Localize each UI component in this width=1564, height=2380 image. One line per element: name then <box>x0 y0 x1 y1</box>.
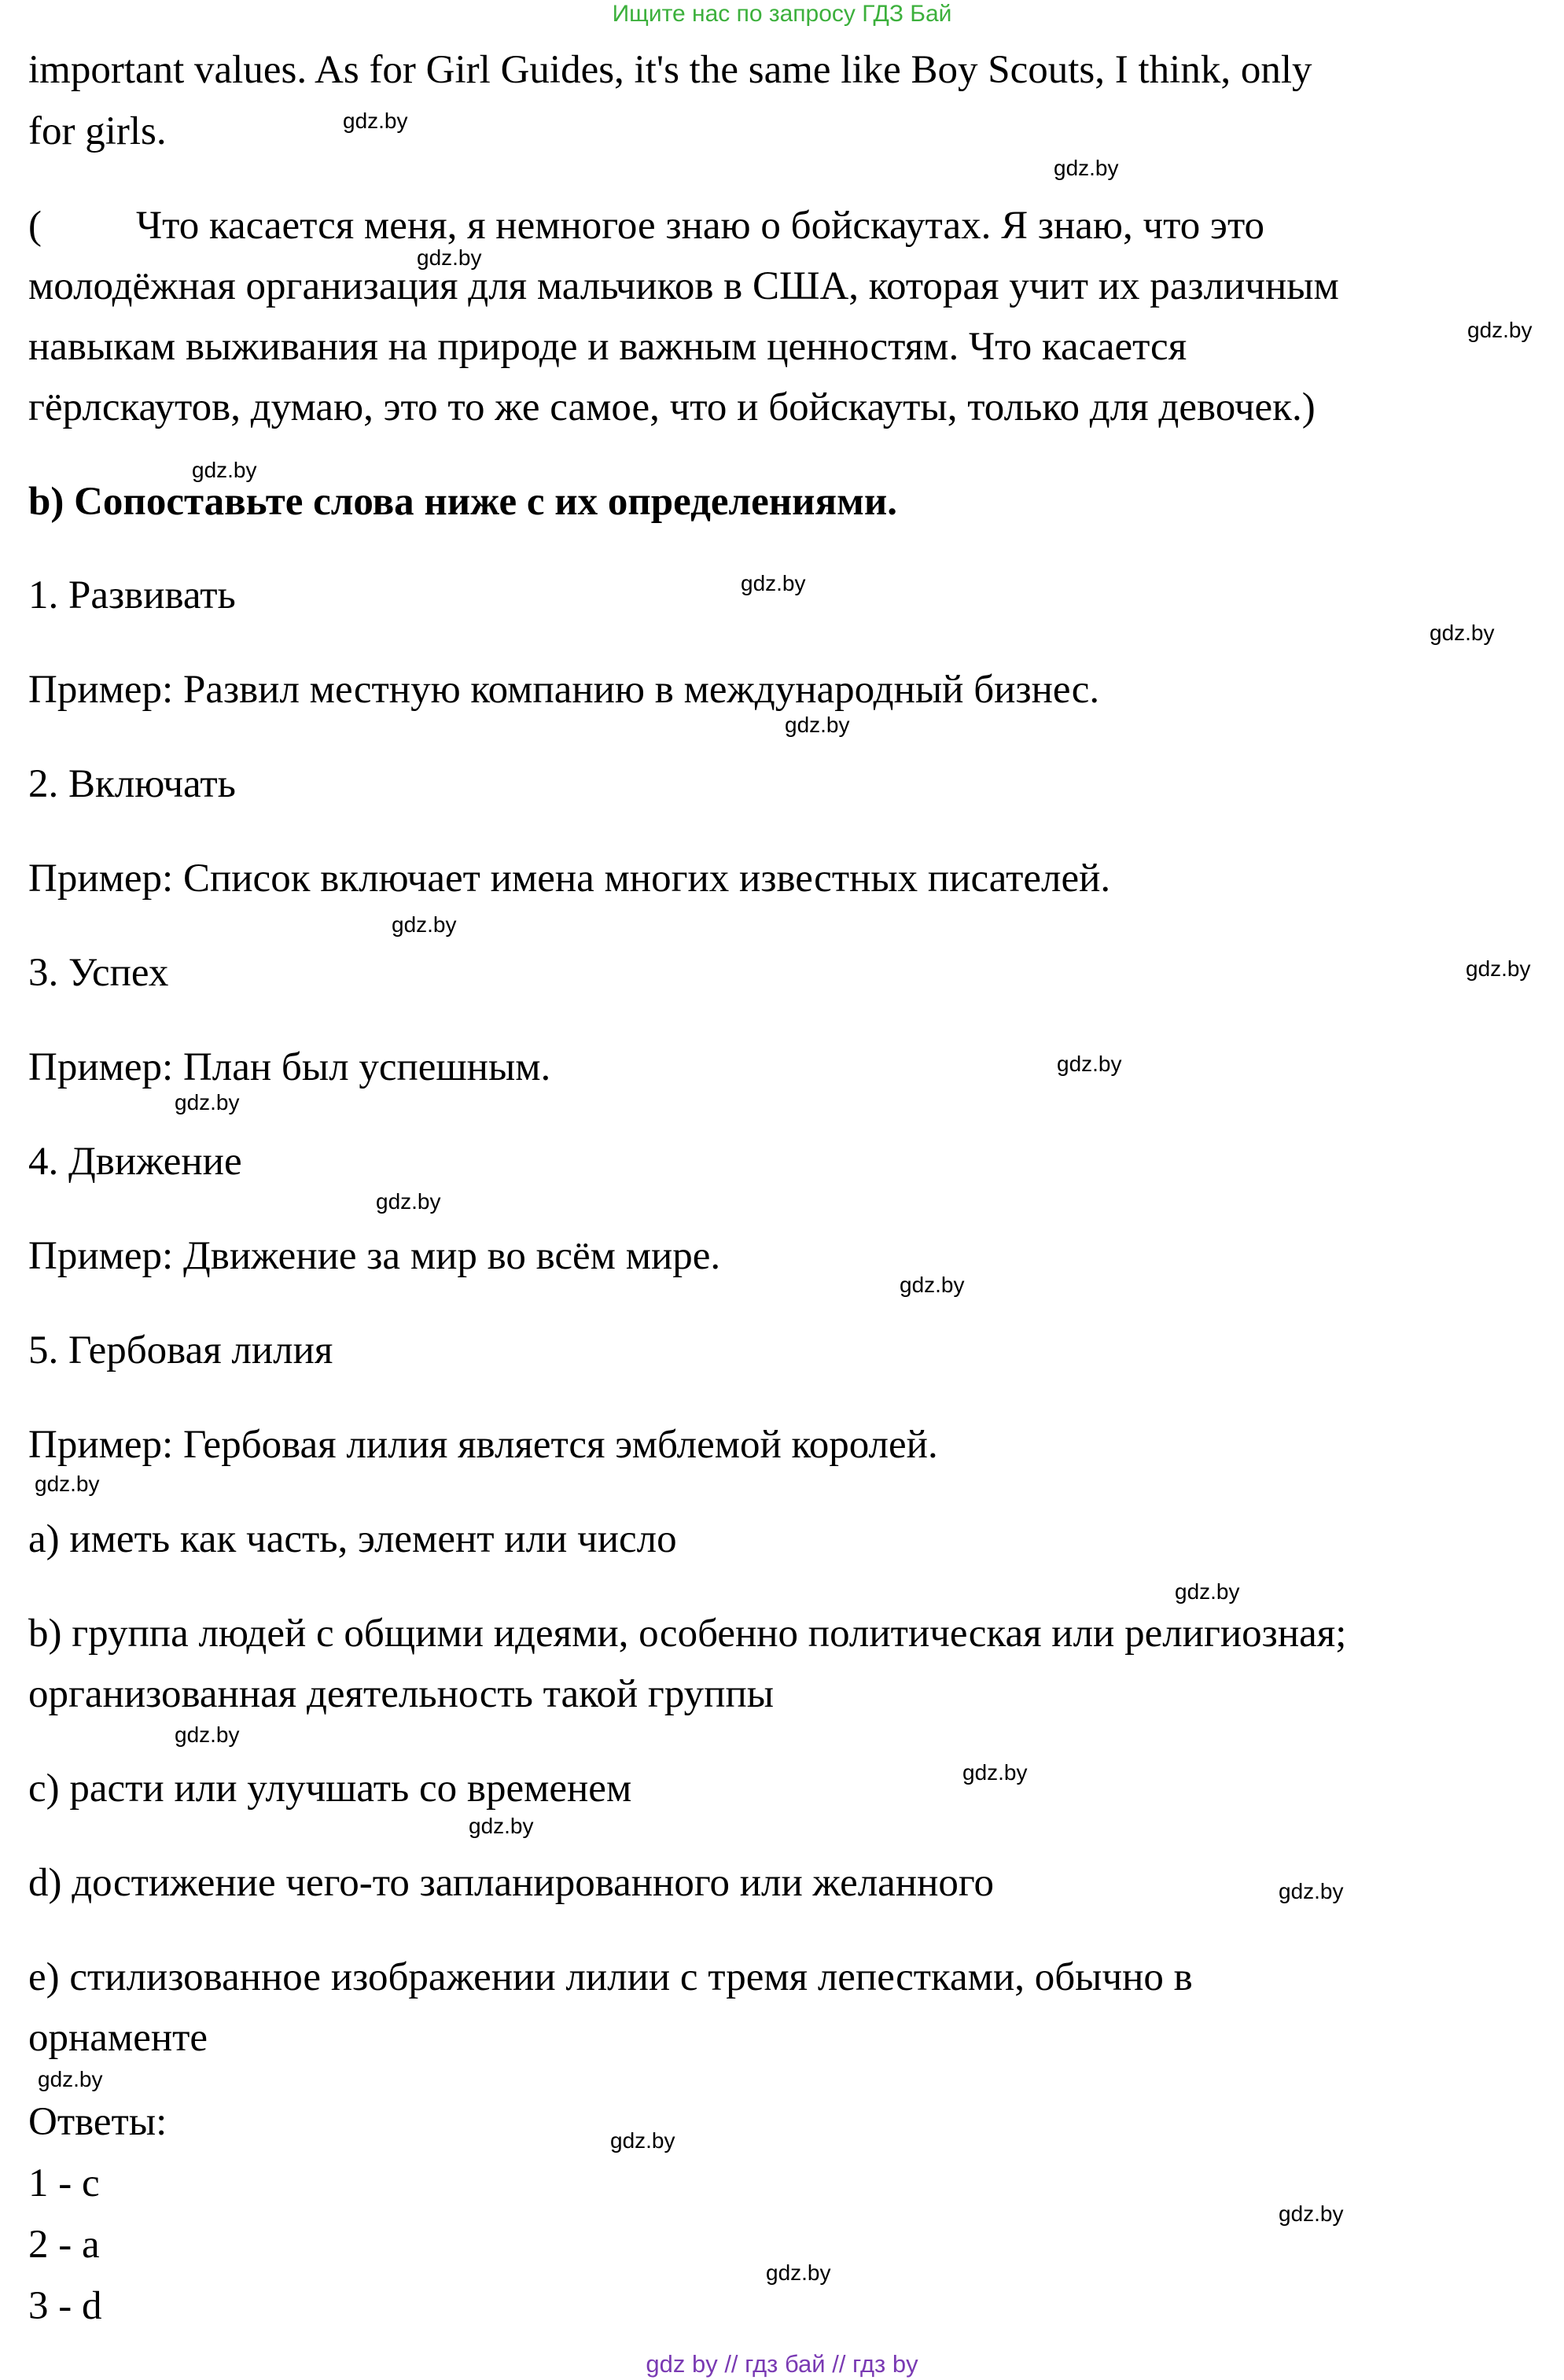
word-1-term: 1. Развивать <box>28 573 236 617</box>
answer-1: 1 - c <box>28 2161 100 2205</box>
watermark: gdz.by <box>175 1722 240 1747</box>
definition-e-line-1: e) стилизованное изображении лилии с тремя лепестками, обычно в <box>28 1955 1193 1999</box>
watermark: gdz.by <box>1279 1879 1344 1903</box>
word-2-term: 2. Включать <box>28 762 236 806</box>
watermark: gdz.by <box>785 713 850 737</box>
watermark: gdz.by <box>417 245 482 270</box>
word-4-term: 4. Движение <box>28 1140 242 1184</box>
english-line-2: for girls. <box>28 109 167 153</box>
english-line-1: important values. As for Girl Guides, it's the same like Boy Scouts, I think, only <box>28 48 1312 92</box>
watermark: gdz.by <box>741 571 806 595</box>
answer-3: 3 - d <box>28 2284 102 2328</box>
word-4-example: Пример: Движение за мир во всём мире. <box>28 1234 721 1278</box>
definition-c: c) расти или улучшать со временем <box>28 1767 632 1811</box>
answer-2: 2 - a <box>28 2223 100 2267</box>
open-paren: ( <box>28 204 42 248</box>
watermark: gdz.by <box>1057 1052 1122 1076</box>
translation-line-1 <box>28 195 1264 256</box>
watermark: gdz.by <box>1430 621 1495 645</box>
watermark: gdz.by <box>766 2260 831 2285</box>
translation-line-3: навыкам выживания на природе и важным ценностям. Что касается <box>28 325 1187 369</box>
watermark: gdz.by <box>1175 1579 1240 1604</box>
watermark: gdz.by <box>192 458 257 482</box>
watermark: gdz.by <box>343 109 408 133</box>
watermark: gdz.by <box>1279 2201 1344 2226</box>
watermark: gdz.by <box>376 1189 441 1214</box>
watermark: gdz.by <box>610 2128 675 2153</box>
translation-line-1-text: Что касается меня, я немногое знаю о бойскаутах. Я знаю, что это <box>135 204 1265 248</box>
watermark: gdz.by <box>175 1090 240 1114</box>
watermark: gdz.by <box>38 2067 103 2091</box>
translation-line-4: гёрлскаутов, думаю, это то же самое, что и бойскауты, только для девочек.) <box>28 385 1316 429</box>
definition-b-line-1: b) группа людей с общими идеями, особенно политическая или религиозная; <box>28 1612 1347 1656</box>
definition-d: d) достижение чего-то запланированного или желанного <box>28 1861 995 1905</box>
watermark: gdz.by <box>1466 956 1531 981</box>
definition-a: a) иметь как часть, элемент или число <box>28 1517 677 1561</box>
watermark: gdz.by <box>1467 318 1533 342</box>
definition-b-line-2: организованная деятельность такой группы <box>28 1672 775 1716</box>
word-2-example: Пример: Список включает имена многих известных писателей. <box>28 857 1111 901</box>
watermark: gdz.by <box>900 1273 965 1297</box>
definition-e-line-2: орнаменте <box>28 2016 208 2060</box>
top-banner[interactable]: Ищите нас по запросу ГДЗ Бай <box>612 1 952 27</box>
watermark: gdz.by <box>1054 156 1119 180</box>
watermark: gdz.by <box>469 1814 534 1838</box>
translation-line-2: молодёжная организация для мальчиков в США, которая учит их различным <box>28 264 1339 308</box>
answers-title: Ответы: <box>28 2100 167 2144</box>
watermark: gdz.by <box>962 1760 1028 1785</box>
word-3-term: 3. Успех <box>28 951 169 995</box>
word-5-term: 5. Гербовая лилия <box>28 1328 333 1372</box>
watermark: gdz.by <box>392 912 457 937</box>
word-5-example: Пример: Гербовая лилия является эмблемой королей. <box>28 1423 938 1467</box>
task-b-heading: b) Сопоставьте слова ниже с их определениями. <box>28 480 898 524</box>
footer-links[interactable]: gdz by // гдз бай // гдз by <box>646 2350 918 2378</box>
watermark: gdz.by <box>35 1472 100 1496</box>
word-1-example: Пример: Развил местную компанию в международный бизнес. <box>28 668 1100 712</box>
word-3-example: Пример: План был успешным. <box>28 1045 551 1089</box>
